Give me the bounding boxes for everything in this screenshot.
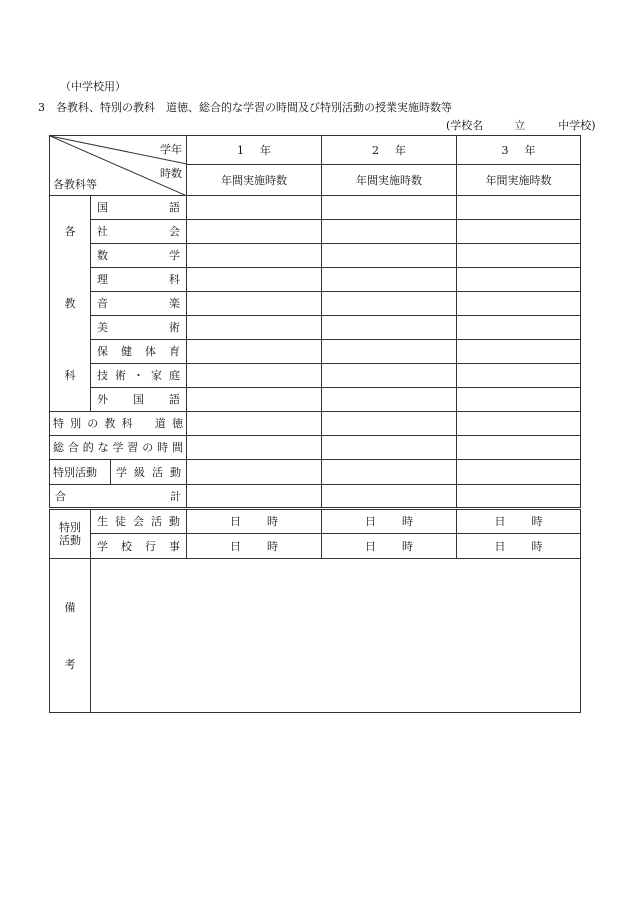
subject-group-label: 各 教 科 bbox=[50, 196, 91, 412]
remarks-label: 備 考 bbox=[50, 559, 91, 713]
cell[interactable] bbox=[322, 436, 457, 460]
cell[interactable] bbox=[457, 340, 581, 364]
cell[interactable] bbox=[187, 460, 322, 485]
cell[interactable]: 日 時 bbox=[457, 534, 581, 559]
cell[interactable] bbox=[457, 412, 581, 436]
col-header-2: 年間実施時数 bbox=[322, 165, 457, 196]
class-activity-label: 特別活動 学 級 活 動 bbox=[50, 460, 187, 485]
cell[interactable]: 日 時 bbox=[322, 509, 457, 534]
subject-science: 理 科 bbox=[91, 268, 187, 292]
cell[interactable] bbox=[187, 196, 322, 220]
cell[interactable] bbox=[322, 412, 457, 436]
cell[interactable] bbox=[187, 244, 322, 268]
school-mid: 立 bbox=[514, 119, 526, 132]
cell[interactable] bbox=[322, 268, 457, 292]
cell[interactable] bbox=[322, 388, 457, 412]
hours-table bbox=[49, 135, 581, 713]
cell[interactable] bbox=[457, 316, 581, 340]
corner-subject: 各教科等 bbox=[53, 178, 97, 191]
cell[interactable]: 日 時 bbox=[457, 509, 581, 534]
year-3-header: 3 年 bbox=[457, 136, 581, 165]
year-1-header: 1 年 bbox=[187, 136, 322, 165]
subject-japanese: 国 語 bbox=[91, 196, 187, 220]
cell[interactable] bbox=[322, 316, 457, 340]
col-header-1: 年間実施時数 bbox=[187, 165, 322, 196]
cell[interactable] bbox=[187, 268, 322, 292]
cell[interactable]: 日 時 bbox=[187, 534, 322, 559]
cell[interactable] bbox=[187, 340, 322, 364]
cell[interactable] bbox=[187, 388, 322, 412]
cell[interactable] bbox=[457, 460, 581, 485]
subject-foreign-language: 外 国 語 bbox=[91, 388, 187, 412]
cell[interactable]: 日 時 bbox=[187, 509, 322, 534]
cell[interactable] bbox=[457, 436, 581, 460]
cell[interactable] bbox=[457, 292, 581, 316]
cell[interactable] bbox=[322, 244, 457, 268]
cell[interactable] bbox=[457, 364, 581, 388]
section-title: 3 各教科、特別の教科 道徳、総合的な学習の時間及び特別活動の授業実施時数等 bbox=[38, 101, 452, 114]
cell[interactable] bbox=[322, 364, 457, 388]
col-header-3: 年間実施時数 bbox=[457, 165, 581, 196]
special-activity-sub: 特別活動 bbox=[50, 460, 111, 484]
subject-social: 社 会 bbox=[91, 220, 187, 244]
integrated-study-label: 総 合 的 な 学 習 の 時 間 bbox=[50, 436, 187, 460]
cell[interactable] bbox=[457, 388, 581, 412]
moral-education-label: 特 別 の 教 科 道 徳 bbox=[50, 412, 187, 436]
subject-music: 音 楽 bbox=[91, 292, 187, 316]
usage-label: （中学校用） bbox=[60, 80, 126, 93]
cell[interactable] bbox=[187, 292, 322, 316]
cell[interactable] bbox=[187, 485, 322, 509]
cell[interactable] bbox=[322, 460, 457, 485]
cell[interactable] bbox=[187, 364, 322, 388]
corner-hours: 時数 bbox=[160, 167, 182, 180]
cell[interactable] bbox=[322, 220, 457, 244]
cell[interactable] bbox=[187, 436, 322, 460]
cell[interactable] bbox=[457, 244, 581, 268]
year-2-header: 2 年 bbox=[322, 136, 457, 165]
subject-art: 美 術 bbox=[91, 316, 187, 340]
subject-pe: 保 健 体 育 bbox=[91, 340, 187, 364]
school-open: (学校名 bbox=[446, 119, 484, 132]
corner-grade: 学年 bbox=[160, 143, 182, 156]
cell[interactable] bbox=[322, 340, 457, 364]
school-name-line bbox=[446, 119, 596, 132]
cell[interactable] bbox=[187, 412, 322, 436]
cell[interactable] bbox=[187, 316, 322, 340]
corner-cell bbox=[50, 136, 187, 196]
cell[interactable]: 日 時 bbox=[322, 534, 457, 559]
subject-math: 数 学 bbox=[91, 244, 187, 268]
cell[interactable] bbox=[322, 485, 457, 509]
cell[interactable] bbox=[322, 292, 457, 316]
student-council-label: 生 徒 会 活 動 bbox=[91, 509, 187, 534]
cell[interactable] bbox=[457, 196, 581, 220]
total-label: 合 計 bbox=[50, 485, 187, 509]
cell[interactable] bbox=[457, 485, 581, 509]
remarks-field[interactable] bbox=[91, 559, 581, 713]
special-activity-label: 特別 活動 bbox=[50, 509, 91, 559]
school-close: 中学校) bbox=[558, 119, 596, 132]
school-events-label: 学 校 行 事 bbox=[91, 534, 187, 559]
cell[interactable] bbox=[187, 220, 322, 244]
cell[interactable] bbox=[457, 268, 581, 292]
cell[interactable] bbox=[322, 196, 457, 220]
subject-tech-home: 技 術 ・ 家 庭 bbox=[91, 364, 187, 388]
cell[interactable] bbox=[457, 220, 581, 244]
